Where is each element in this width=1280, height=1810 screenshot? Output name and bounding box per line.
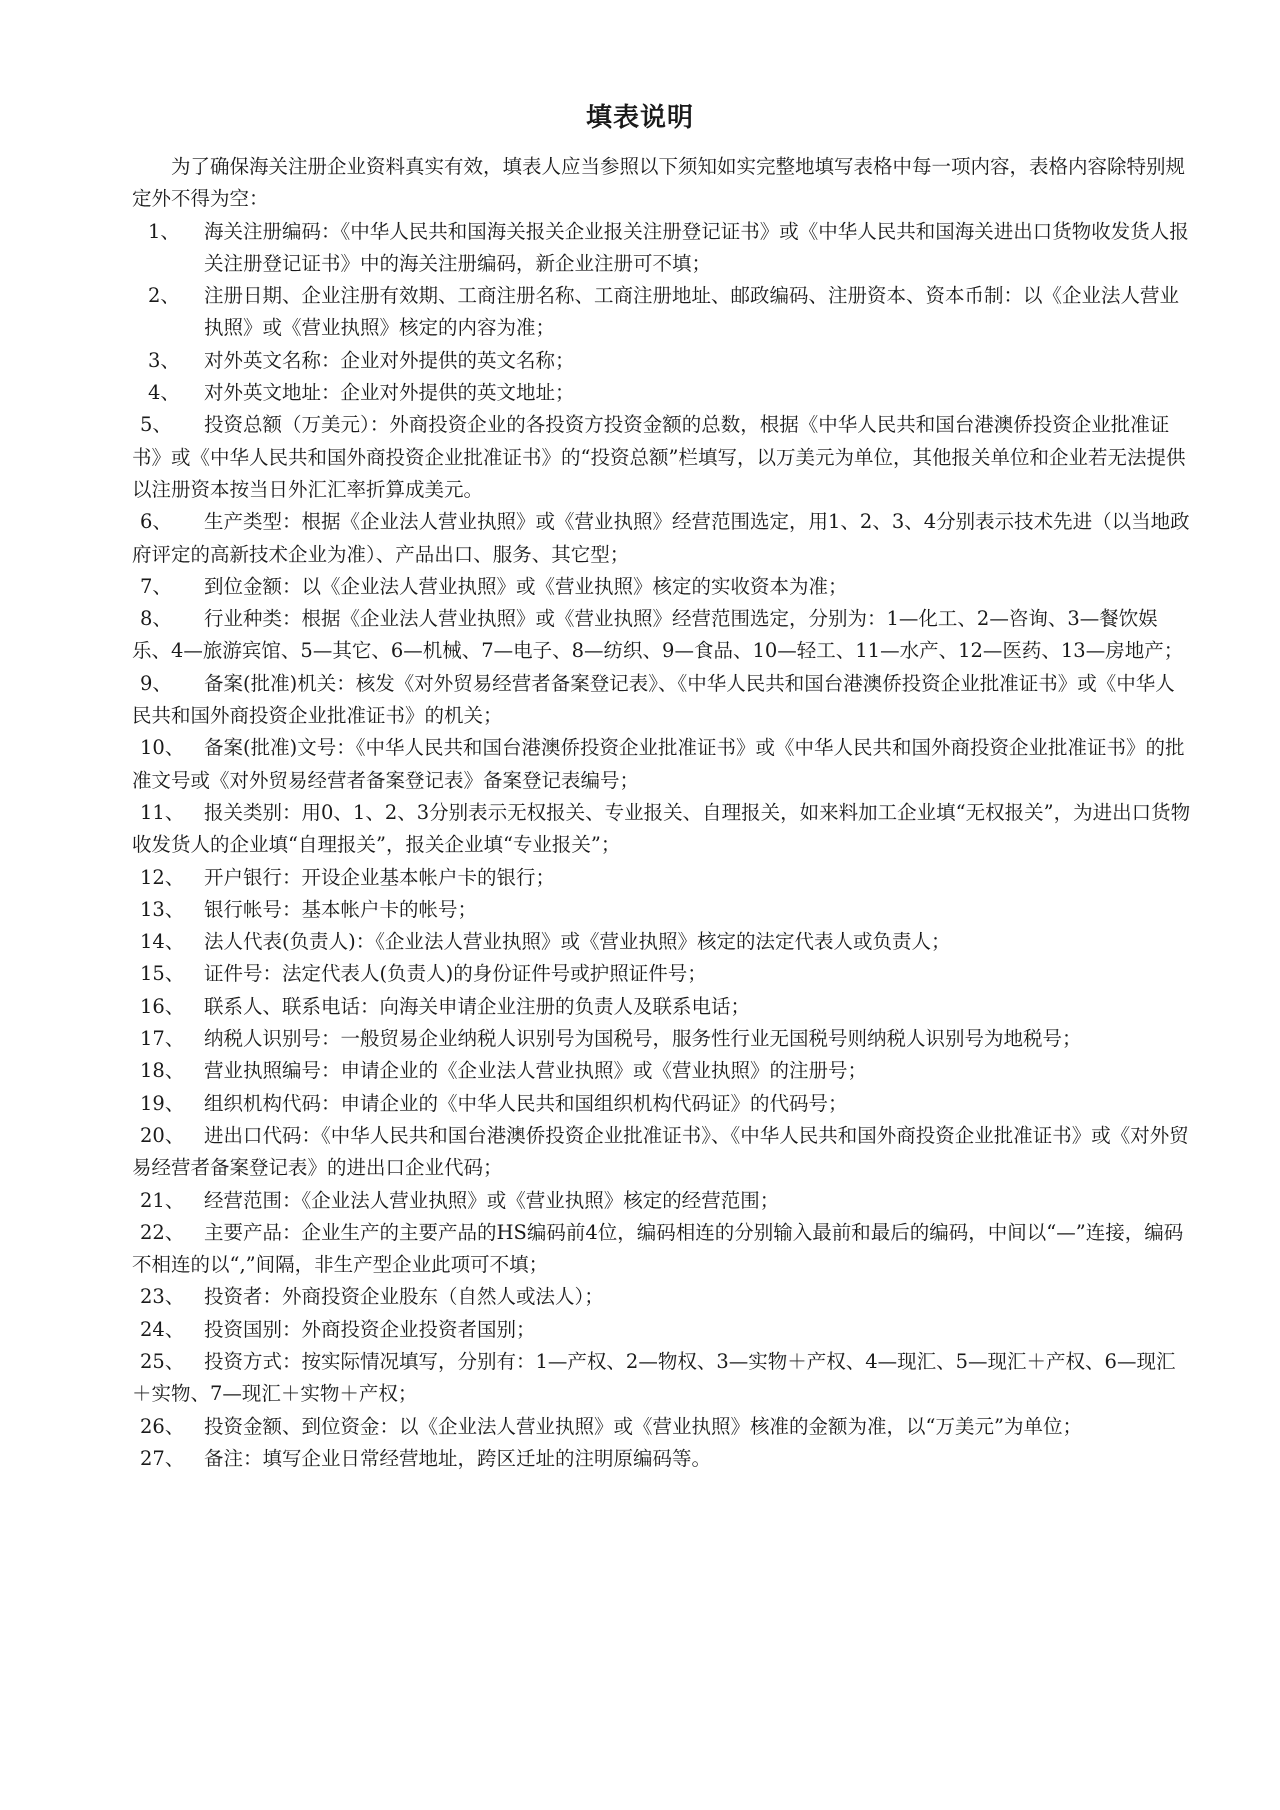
instruction-item [132,1185,1192,1217]
item-number: 26、 [140,1414,185,1438]
item-text: 生产类型：根据《企业法人营业执照》或《营业执照》经营范围选定，用1、2、3、4分别表示技术先进（以当地政府评定的高新技术企业为准）、产品出口、服务、其它型； [132,510,1190,566]
item-number: 13、 [140,897,185,921]
item-text: 对外英文名称：企业对外提供的英文名称； [204,348,575,372]
item-text: 证件号：法定代表人(负责人)的身份证件号或护照证件号； [204,962,707,986]
item-text: 进出口代码：《中华人民共和国台港澳侨投资企业批准证书》、《中华人民共和国外商投资企业批准证书》或《对外贸易经营者备案登记表》的进出口企业代码； [132,1123,1189,1180]
item-number: 5、 [140,413,172,437]
instruction-item [132,862,1192,894]
instruction-item [132,571,1192,603]
item-number: 24、 [140,1317,185,1341]
item-text: 主要产品：企业生产的主要产品的HS编码前4位，编码相连的分别输入最前和最后的编码，中间以“—”连接，编码不相连的以“,”间隔，非生产型企业此项可不填； [132,1220,1184,1277]
item-text: 组织机构代码：申请企业的《中华人民共和国组织机构代码证》的代码号； [204,1091,848,1115]
item-text: 开户银行：开设企业基本帐户卡的银行； [204,865,556,889]
instruction-item [132,1346,1192,1411]
item-number: 10、 [140,736,185,760]
item-text: 投资金额、到位资金：以《企业法人营业执照》或《营业执照》核准的金额为准，以“万美元”为单位； [204,1414,1082,1438]
item-number: 18、 [140,1059,185,1083]
item-text: 行业种类：根据《企业法人营业执照》或《营业执照》经营范围选定，分别为：1—化工、2—咨询、3—餐饮娱乐、4—旅游宾馆、5—其它、6—机械、7—电子、8—纺织、9—食品、10—轻工、11—水产、12—医药、13—房地产； [132,607,1184,663]
instruction-item [132,280,1192,345]
instruction-item [132,1088,1192,1120]
instruction-item [132,1217,1192,1282]
item-number: 9、 [140,671,172,695]
item-number: 25、 [140,1349,185,1373]
item-text: 营业执照编号：申请企业的《企业法人营业执照》或《营业执照》的注册号； [204,1059,868,1083]
instruction-item [132,216,1192,281]
intro-paragraph: 为了确保海关注册企业资料真实有效，填表人应当参照以下须知如实完整地填写表格中每一项内容，表格内容除特别规定外不得为空： [132,155,1186,211]
item-text: 投资总额（万美元）：外商投资企业的各投资方投资金额的总数，根据《中华人民共和国台港澳侨投资企业批准证书》或《中华人民共和国外商投资企业批准证书》的“投资总额”栏填写，以万美元为单位，其他报关单位和企业若无法提供以注册资本按当日外汇汇率折算成美元。 [132,413,1186,501]
instruction-item [132,1281,1192,1313]
instruction-item [132,797,1192,862]
instruction-item [132,1314,1192,1346]
item-text: 到位金额：以《企业法人营业执照》或《营业执照》核定的实收资本为准； [204,574,848,598]
item-number: 1、 [148,219,180,243]
item-number: 16、 [140,994,185,1018]
item-number: 3、 [148,348,180,372]
item-text: 投资方式：按实际情况填写，分别有：1—产权、2—物权、3—实物＋产权、4—现汇、5—现汇＋产权、6—现汇＋实物、7—现汇＋实物＋产权； [132,1349,1176,1406]
instruction-item [132,345,1192,377]
item-text: 纳税人识别号：一般贸易企业纳税人识别号为国税号，服务性行业无国税号则纳税人识别号为地税号； [204,1027,1082,1051]
instruction-list [132,216,1192,1476]
item-number: 7、 [140,574,172,598]
item-text: 法人代表(负责人)：《企业法人营业执照》或《营业执照》核定的法定代表人或负责人； [204,930,951,954]
item-number: 2、 [148,284,180,308]
item-text: 注册日期、企业注册有效期、工商注册名称、工商注册地址、邮政编码、注册资本、资本币制：以《企业法人营业执照》或《营业执照》核定的内容为准； [204,284,1180,340]
instruction-item [132,603,1192,668]
item-number: 11、 [140,800,185,824]
item-text: 备注：填写企业日常经营地址，跨区迁址的注明原编码等。 [204,1446,712,1470]
item-number: 6、 [140,510,172,534]
item-number: 8、 [140,607,172,631]
instruction-item [132,1411,1192,1443]
item-text: 备案(批准)机关：核发《对外贸易经营者备案登记表》、《中华人民共和国台港澳侨投资企业批准证书》或《中华人民共和国外商投资企业批准证书》的机关； [132,671,1175,728]
instruction-item [132,894,1192,926]
item-number: 19、 [140,1091,185,1115]
item-text: 海关注册编码：《中华人民共和国海关报关企业报关注册登记证书》或《中华人民共和国海关进出口货物收发货人报关注册登记证书》中的海关注册编码，新企业注册可不填； [204,219,1189,275]
item-number: 17、 [140,1027,185,1051]
page-title: 填表说明 [585,103,694,133]
item-text: 银行帐号：基本帐户卡的帐号； [204,897,478,921]
item-number: 22、 [140,1220,185,1244]
instruction-item [132,991,1192,1023]
item-text: 备案(批准)文号：《中华人民共和国台港澳侨投资企业批准证书》或《中华人民共和国外商投资企业批准证书》的批准文号或《对外贸易经营者备案登记表》备案登记表编号； [132,736,1185,792]
item-number: 4、 [148,381,180,405]
item-text: 经营范围：《企业法人营业执照》或《营业执照》核定的经营范围； [204,1188,780,1212]
item-number: 12、 [140,865,185,889]
item-text: 对外英文地址：企业对外提供的英文地址； [204,381,575,405]
item-number: 15、 [140,962,185,986]
item-text: 投资者：外商投资企业股东（自然人或法人）； [204,1285,604,1309]
instruction-item [132,377,1192,409]
instruction-item [132,732,1192,797]
instruction-item [132,506,1192,571]
item-number: 21、 [140,1188,185,1212]
instruction-item [132,668,1192,733]
instruction-item [132,409,1192,506]
item-number: 23、 [140,1285,185,1309]
instruction-item [132,1055,1192,1087]
item-number: 20、 [140,1123,185,1147]
instructions-body [132,151,1192,1475]
instruction-item [132,958,1192,990]
item-number: 14、 [140,930,185,954]
item-number: 27、 [140,1446,185,1470]
item-text: 联系人、联系电话：向海关申请企业注册的负责人及联系电话； [204,994,751,1018]
instruction-item [132,926,1192,958]
instruction-item [132,1023,1192,1055]
instruction-item [132,1120,1192,1185]
item-text: 报关类别：用0、1、2、3分别表示无权报关、专业报关、自理报关，如来料加工企业填“无权报关”，为进出口货物收发货人的企业填“自理报关”，报关企业填“专业报关”； [132,800,1191,857]
instruction-item [132,1443,1192,1475]
item-text: 投资国别：外商投资企业投资者国别； [204,1317,536,1341]
